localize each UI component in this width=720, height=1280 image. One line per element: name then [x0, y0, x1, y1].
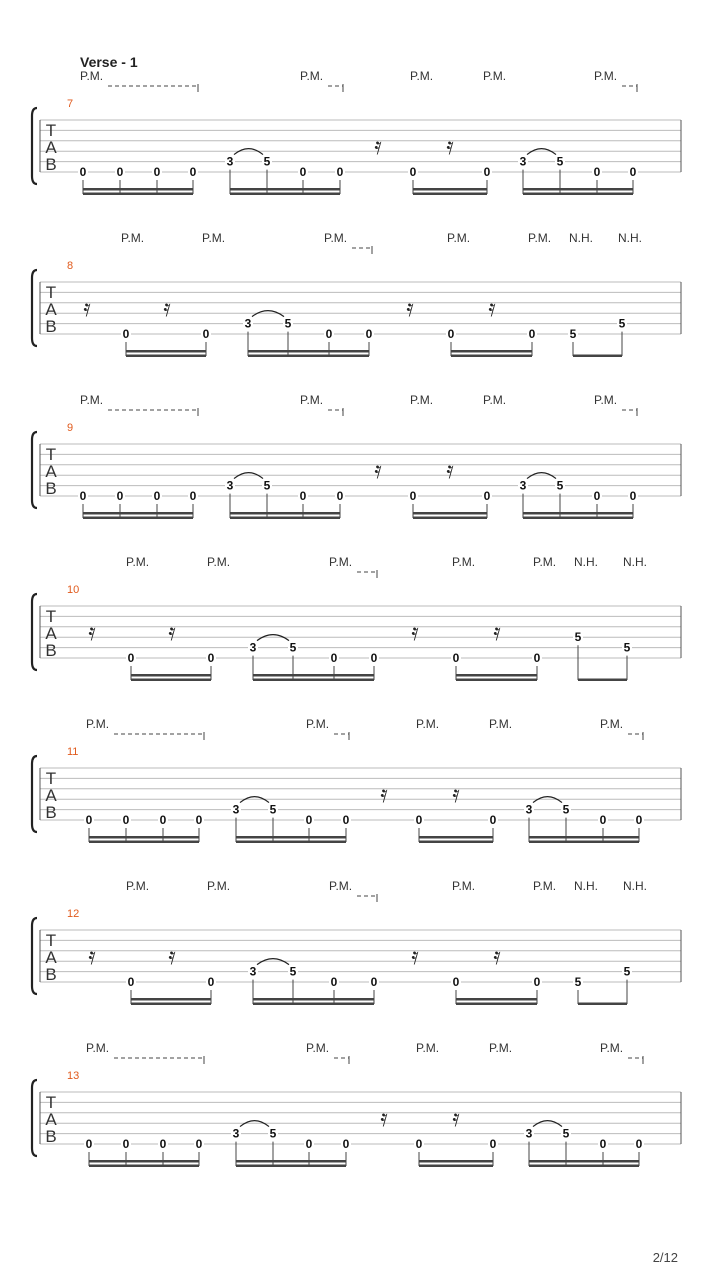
fret-number: 0	[207, 651, 215, 665]
palm-mute-mark: P.M.	[207, 879, 231, 893]
beam-primary	[456, 1003, 537, 1006]
fret-number: 0	[159, 813, 167, 827]
tab-clef-letter: T	[45, 607, 57, 626]
fret-number: 0	[599, 813, 607, 827]
beam-secondary	[230, 512, 340, 515]
fret-number: 0	[127, 651, 135, 665]
palm-mute-mark: P.M.	[126, 555, 150, 569]
fret-number: 0	[370, 651, 378, 665]
fret-number: 0	[330, 651, 338, 665]
fret-number: 5	[263, 478, 271, 493]
fret-number: 0	[195, 1137, 203, 1151]
beam-primary	[419, 1165, 493, 1168]
fret-number: 0	[305, 1137, 313, 1151]
beam-secondary	[236, 836, 346, 839]
sixteenth-rest: 𝄿	[374, 133, 382, 160]
palm-mute-mark: P.M.	[594, 393, 618, 407]
sixteenth-rest: 𝄿	[488, 295, 496, 322]
sixteenth-rest: 𝄿	[452, 781, 460, 808]
fret-number: 0	[452, 975, 460, 989]
sixteenth-rest: 𝄿	[163, 295, 171, 322]
fret-number: 5	[569, 327, 577, 341]
palm-mute-mark: P.M.	[416, 717, 440, 731]
fret-number: 0	[299, 489, 307, 503]
fret-number: 0	[122, 1137, 130, 1151]
fret-number: 5	[289, 640, 297, 655]
beam-primary	[573, 355, 622, 358]
beam-primary	[236, 1165, 346, 1168]
measure-number: 10	[67, 584, 80, 596]
tab-clef-letter: T	[45, 1093, 57, 1112]
fret-number: 0	[325, 327, 333, 341]
sixteenth-rest: 𝄿	[493, 619, 501, 646]
page-number: 2/12	[652, 1250, 678, 1265]
tab-system	[32, 879, 681, 1005]
fret-number: 3	[249, 964, 257, 979]
natural-harmonic-mark: N.H.	[569, 231, 593, 245]
fret-number: 0	[305, 813, 313, 827]
beam-secondary	[523, 188, 633, 191]
natural-harmonic-mark: N.H.	[574, 879, 598, 893]
fret-number: 5	[562, 1126, 570, 1141]
fret-number: 0	[342, 813, 350, 827]
system-bracket	[32, 432, 37, 508]
fret-number: 0	[489, 1137, 497, 1151]
fret-number: 0	[342, 1137, 350, 1151]
sixteenth-rest: 𝄿	[168, 943, 176, 970]
fret-number: 0	[415, 813, 423, 827]
measure-number: 11	[67, 746, 79, 758]
section-title: Verse - 1	[80, 54, 138, 70]
fret-number: 0	[159, 1137, 167, 1151]
beam-primary	[578, 1003, 627, 1006]
palm-mute-mark: P.M.	[329, 879, 353, 893]
beam-secondary	[248, 350, 369, 353]
measure-number: 8	[67, 260, 74, 272]
palm-mute-mark: P.M.	[306, 1041, 330, 1055]
beam-secondary	[523, 512, 633, 515]
fret-number: 3	[525, 802, 533, 817]
fret-number: 0	[528, 327, 536, 341]
tab-clef-letter: A	[45, 624, 57, 643]
beam-primary	[83, 517, 193, 520]
fret-number: 5	[556, 478, 564, 493]
palm-mute-mark: P.M.	[489, 1041, 513, 1055]
beam-primary	[529, 1165, 639, 1168]
system-bracket	[32, 594, 37, 670]
tab-clef-letter: B	[45, 965, 57, 984]
tab-clef-letter: A	[45, 1110, 57, 1129]
palm-mute-mark: P.M.	[126, 879, 150, 893]
fret-number: 5	[269, 1126, 277, 1141]
beam-primary	[523, 193, 633, 196]
sixteenth-rest: 𝄿	[83, 295, 91, 322]
tab-clef-letter: T	[45, 445, 57, 464]
fret-number: 0	[599, 1137, 607, 1151]
beam-primary	[419, 841, 493, 844]
beam-secondary	[89, 1160, 199, 1163]
beam-secondary	[131, 998, 211, 1001]
fret-number: 0	[153, 165, 161, 179]
beam-secondary	[83, 188, 193, 191]
fret-number: 0	[635, 813, 643, 827]
fret-number: 0	[85, 1137, 93, 1151]
beam-primary	[248, 355, 369, 358]
palm-mute-mark: P.M.	[594, 69, 618, 83]
palm-mute-mark: P.M.	[600, 717, 624, 731]
fret-number: 0	[629, 489, 637, 503]
tab-clef-letter: A	[45, 138, 57, 157]
fret-number: 0	[533, 651, 541, 665]
tab-clef-letter: T	[45, 769, 57, 788]
tab-system	[32, 69, 681, 195]
fret-number: 0	[79, 165, 87, 179]
beam-secondary	[413, 188, 487, 191]
beam-secondary	[89, 836, 199, 839]
fret-number: 0	[370, 975, 378, 989]
fret-number: 0	[153, 489, 161, 503]
system-bracket	[32, 918, 37, 994]
sixteenth-rest: 𝄿	[411, 943, 419, 970]
tab-system	[32, 393, 681, 519]
fret-number: 3	[232, 1126, 240, 1141]
fret-number: 3	[226, 478, 234, 493]
fret-number: 0	[365, 327, 373, 341]
system-bracket	[32, 108, 37, 184]
beam-secondary	[230, 188, 340, 191]
fret-number: 0	[593, 165, 601, 179]
fret-number: 5	[263, 154, 271, 169]
tab-clef-letter: T	[45, 283, 57, 302]
beam-secondary	[83, 512, 193, 515]
fret-number: 5	[574, 630, 582, 645]
measure-number: 12	[67, 908, 80, 920]
beam-primary	[131, 679, 211, 682]
beam-primary	[126, 355, 206, 358]
beam-primary	[451, 355, 532, 358]
beam-primary	[83, 193, 193, 196]
palm-mute-mark: P.M.	[600, 1041, 624, 1055]
beam-primary	[456, 679, 537, 682]
fret-number: 0	[415, 1137, 423, 1151]
fret-number: 5	[623, 964, 631, 979]
beam-primary	[89, 1165, 199, 1168]
palm-mute-mark: P.M.	[410, 393, 434, 407]
sixteenth-rest: 𝄿	[168, 619, 176, 646]
fret-number: 0	[483, 489, 491, 503]
tab-clef-letter: B	[45, 155, 57, 174]
sixteenth-rest: 𝄿	[446, 457, 454, 484]
palm-mute-mark: P.M.	[416, 1041, 440, 1055]
fret-number: 0	[336, 489, 344, 503]
fret-number: 0	[409, 165, 417, 179]
palm-mute-mark: P.M.	[533, 879, 557, 893]
fret-number: 0	[122, 327, 130, 341]
palm-mute-mark: P.M.	[80, 393, 104, 407]
fret-number: 0	[79, 489, 87, 503]
beam-primary	[89, 841, 199, 844]
fret-number: 0	[116, 165, 124, 179]
beam-secondary	[529, 1160, 639, 1163]
sixteenth-rest: 𝄿	[493, 943, 501, 970]
palm-mute-mark: P.M.	[80, 69, 104, 83]
fret-number: 0	[635, 1137, 643, 1151]
fret-number: 3	[525, 1126, 533, 1141]
palm-mute-mark: P.M.	[410, 69, 434, 83]
palm-mute-mark: P.M.	[452, 879, 476, 893]
palm-mute-mark: P.M.	[324, 231, 348, 245]
fret-number: 5	[289, 964, 297, 979]
sixteenth-rest: 𝄿	[406, 295, 414, 322]
palm-mute-mark: P.M.	[202, 231, 226, 245]
beam-secondary	[413, 512, 487, 515]
fret-number: 5	[269, 802, 277, 817]
fret-number: 0	[629, 165, 637, 179]
sixteenth-rest: 𝄿	[411, 619, 419, 646]
beam-secondary	[126, 350, 206, 353]
fret-number: 5	[562, 802, 570, 817]
palm-mute-mark: P.M.	[483, 393, 507, 407]
fret-number: 3	[249, 640, 257, 655]
tab-clef-letter: B	[45, 317, 57, 336]
beam-secondary	[451, 350, 532, 353]
palm-mute-mark: P.M.	[121, 231, 145, 245]
sixteenth-rest: 𝄿	[380, 1105, 388, 1132]
natural-harmonic-mark: N.H.	[574, 555, 598, 569]
tab-system	[32, 717, 681, 843]
beam-secondary	[253, 674, 374, 677]
beam-primary	[253, 679, 374, 682]
fret-number: 3	[519, 154, 527, 169]
tab-clef-letter: A	[45, 948, 57, 967]
fret-number: 3	[226, 154, 234, 169]
tab-clef-letter: B	[45, 803, 57, 822]
beam-secondary	[419, 836, 493, 839]
natural-harmonic-mark: N.H.	[623, 555, 647, 569]
measure-number: 9	[67, 422, 74, 434]
tab-clef-letter: A	[45, 462, 57, 481]
tab-clef-letter: B	[45, 1127, 57, 1146]
palm-mute-mark: P.M.	[300, 393, 324, 407]
system-bracket	[32, 756, 37, 832]
fret-number: 3	[232, 802, 240, 817]
tab-system	[32, 231, 681, 357]
natural-harmonic-mark: N.H.	[623, 879, 647, 893]
fret-number: 0	[116, 489, 124, 503]
natural-harmonic-mark: N.H.	[618, 231, 642, 245]
fret-number: 0	[189, 165, 197, 179]
tab-clef-letter: B	[45, 479, 57, 498]
sixteenth-rest: 𝄿	[446, 133, 454, 160]
fret-number: 0	[489, 813, 497, 827]
fret-number: 0	[122, 813, 130, 827]
system-bracket	[32, 270, 37, 346]
beam-primary	[578, 679, 627, 682]
beam-primary	[131, 1003, 211, 1006]
palm-mute-mark: P.M.	[452, 555, 476, 569]
fret-number: 0	[195, 813, 203, 827]
palm-mute-mark: P.M.	[447, 231, 471, 245]
beam-primary	[230, 517, 340, 520]
fret-number: 0	[207, 975, 215, 989]
sixteenth-rest: 𝄿	[452, 1105, 460, 1132]
palm-mute-mark: P.M.	[483, 69, 507, 83]
fret-number: 0	[483, 165, 491, 179]
palm-mute-mark: P.M.	[86, 1041, 110, 1055]
palm-mute-mark: P.M.	[86, 717, 110, 731]
fret-number: 5	[574, 975, 582, 989]
beam-primary	[236, 841, 346, 844]
fret-number: 5	[284, 316, 292, 331]
tab-clef-letter: T	[45, 121, 57, 140]
tab-clef-letter: B	[45, 641, 57, 660]
beam-secondary	[419, 1160, 493, 1163]
fret-number: 0	[336, 165, 344, 179]
beam-secondary	[253, 998, 374, 1001]
beam-secondary	[529, 836, 639, 839]
fret-number: 0	[127, 975, 135, 989]
tab-clef-letter: A	[45, 786, 57, 805]
fret-number: 5	[623, 640, 631, 655]
fret-number: 0	[452, 651, 460, 665]
fret-number: 0	[202, 327, 210, 341]
fret-number: 0	[189, 489, 197, 503]
fret-number: 3	[244, 316, 252, 331]
palm-mute-mark: P.M.	[489, 717, 513, 731]
fret-number: 0	[533, 975, 541, 989]
beam-secondary	[456, 674, 537, 677]
sixteenth-rest: 𝄿	[374, 457, 382, 484]
fret-number: 0	[593, 489, 601, 503]
measure-number: 7	[67, 98, 74, 110]
palm-mute-mark: P.M.	[329, 555, 353, 569]
beam-secondary	[236, 1160, 346, 1163]
tab-system	[32, 1041, 681, 1167]
beam-secondary	[131, 674, 211, 677]
sixteenth-rest: 𝄿	[88, 619, 96, 646]
fret-number: 0	[85, 813, 93, 827]
palm-mute-mark: P.M.	[300, 69, 324, 83]
sixteenth-rest: 𝄿	[88, 943, 96, 970]
palm-mute-mark: P.M.	[533, 555, 557, 569]
palm-mute-mark: P.M.	[207, 555, 231, 569]
tab-clef-letter: A	[45, 300, 57, 319]
fret-number: 5	[556, 154, 564, 169]
fret-number: 0	[299, 165, 307, 179]
fret-number: 3	[519, 478, 527, 493]
palm-mute-mark: P.M.	[528, 231, 552, 245]
tab-system	[32, 555, 681, 681]
palm-mute-mark: P.M.	[306, 717, 330, 731]
fret-number: 0	[447, 327, 455, 341]
beam-primary	[413, 517, 487, 520]
beam-primary	[253, 1003, 374, 1006]
fret-number: 0	[409, 489, 417, 503]
beam-primary	[529, 841, 639, 844]
system-bracket	[32, 1080, 37, 1156]
beam-primary	[230, 193, 340, 196]
measure-number: 13	[67, 1070, 80, 1082]
beam-primary	[413, 193, 487, 196]
tab-clef-letter: T	[45, 931, 57, 950]
beam-primary	[523, 517, 633, 520]
fret-number: 0	[330, 975, 338, 989]
sixteenth-rest: 𝄿	[380, 781, 388, 808]
fret-number: 5	[618, 316, 626, 331]
beam-secondary	[456, 998, 537, 1001]
